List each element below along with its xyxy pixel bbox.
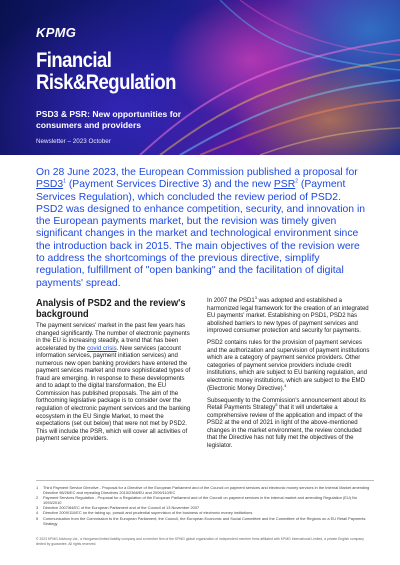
right-p1-a: In 2007 the PSD1 [207,298,255,305]
footnote-ref-2[interactable]: 2 [295,178,298,185]
left-text-a: The payment services' market in the past few years has changed significantly. The number of electronic payments in the EU is increasing steadily, a trend that has been accelerated by the [36,323,190,352]
footnote-text: Directive 2007/64/EC of the European Parliament and of the Council of 13 November 2007 [43,505,200,511]
page-subtitle: PSD3 & PSR: New opportunities for consumers and providers [36,109,182,130]
intro-text-1: On 28 June 2023, the European Commission published a proposal for [36,167,358,178]
footnote-ref-1[interactable]: 1 [63,178,66,185]
title-line-1: Financial [36,49,112,72]
footnote-text: Payment Services Regulation - Proposal for a Regulation of the European Parliament and of the Council on payment services in the internal market and amending Regulation (EU) No 1093/2010 [43,495,358,506]
kpmg-logo: KPMG [36,25,77,40]
page-title [36,50,176,94]
footnote-number: 5 [36,515,39,521]
footnote-ref-3[interactable]: 3 [254,295,257,300]
footnote [36,516,374,526]
footnote [36,485,374,495]
right-paragraph-2 [207,340,372,393]
right-paragraph-3 [207,398,372,451]
footnote-text: Directive 2009/110/EC on the taking up, pursuit and prudential supervision of the business of electronic money institutions [43,510,253,516]
footnote-text: Communication from the Commission to the European Parliament, the Council, the European Economic and Social Committee and the Committee of the Regions on a EU Retail Payments Strategy [43,515,366,526]
newsletter-date: Newsletter – 2023 October [36,138,111,145]
footnote-ref-5[interactable]: 5 [275,402,278,408]
intro-text-3: (Payment Services Regulation), which concluded the review period of PSD2. PSD2 was designed to enhance competition, security, and innovation in the European payments market, but the revision was timely given significant changes in the market and technological environment since the introduction back in 2015. The main objectives of the revision were to address the shortcomings of the previous directive, simplify regulation, fulfillment of "open banking" and the facilitation of digital payments' spread. [36,179,366,289]
right-body [207,295,372,450]
left-body [36,323,194,444]
right-paragraph-1 [207,295,372,336]
right-p1-b: was adopted and established a harmonized legal framework for the creation of an integrated EU payments' market. Establishing on PSD1, PSD2 has abolished barriers to new types of payment services and improved consumer protection and security for payments. [207,298,369,335]
title-line-2: Risk&Regulation [36,71,176,94]
right-p2-a: PSD2 contains rules for the provision of payment services and the authorization and supervision of payment institutions which are a category of payment service providers. Other categories of payment service providers include credit institutions, which are subject to EU banking regulation, and electronic money institutions, which are subject to the EMD (Electronic Money Directive). [207,340,370,392]
footnote-ref-4[interactable]: 4 [284,382,287,388]
footnote [36,495,374,505]
right-p3-b: that it will undertake a comprehensive review of the application and impact of the PSD2 at the end of 2021 in light of the above-mentioned changes in the market environment, the review concluded that the Directive has not fully met the objectives of the legislator. [207,405,363,449]
footnote-number: 1 [36,485,39,490]
copyright-notice: © 2023 KPMG Advisory Ltd., a Hungarian limited liability company and a member firm of the KPMG global organization of independent member firms affiliated with KPMG International Limited, a private English company limited by guarantee. All rights reserved. [36,537,364,546]
psr-link[interactable]: PSR [273,179,296,191]
left-text-b: . New services (account information services, payment initiation services) and numerous new open banking providers have entered the payment services market and more sophisticated types of fraud are emerging. In response to these developments and to adapt to the digital transformation, the EU Commission has published proposals. The aim of the forthcoming legislative package is to consider over the regulation of electronic payment services and the banking ecosystem in the EU Single Market, to meet the expectations (set out below) that were not met by PSD2. This will include the PSR, which will cover all activities of payment service providers. [36,345,191,443]
section-heading: Analysis of PSD2 and the review's background [36,298,186,320]
psd3-link[interactable]: PSD3 [36,179,64,191]
covid-crisis-link[interactable]: covid crisis [87,345,117,352]
right-column [207,295,372,455]
footnote-number: 3 [36,505,39,511]
footnote-text: Third Payment Service Directive - Proposal for a Directive of the European Parliament and of the Council on payment services and electronic money services in the Internal Market amending Directive 98/26/EC and repealing Directives 2015/2366/EU and 2009/110/EC [43,485,370,496]
footnote-number: 4 [36,510,39,516]
hero-banner [0,0,400,155]
footnotes [36,480,374,526]
footnote-number: 2 [36,495,39,501]
left-paragraph [36,323,194,444]
right-p3-a: Subsequently to the Commission's announcement about its Retail Payments Strategy [207,397,366,412]
intro-text-2: (Payment Services Directive 3) and the new [65,179,274,191]
left-column [36,298,194,448]
intro-paragraph [36,167,366,290]
